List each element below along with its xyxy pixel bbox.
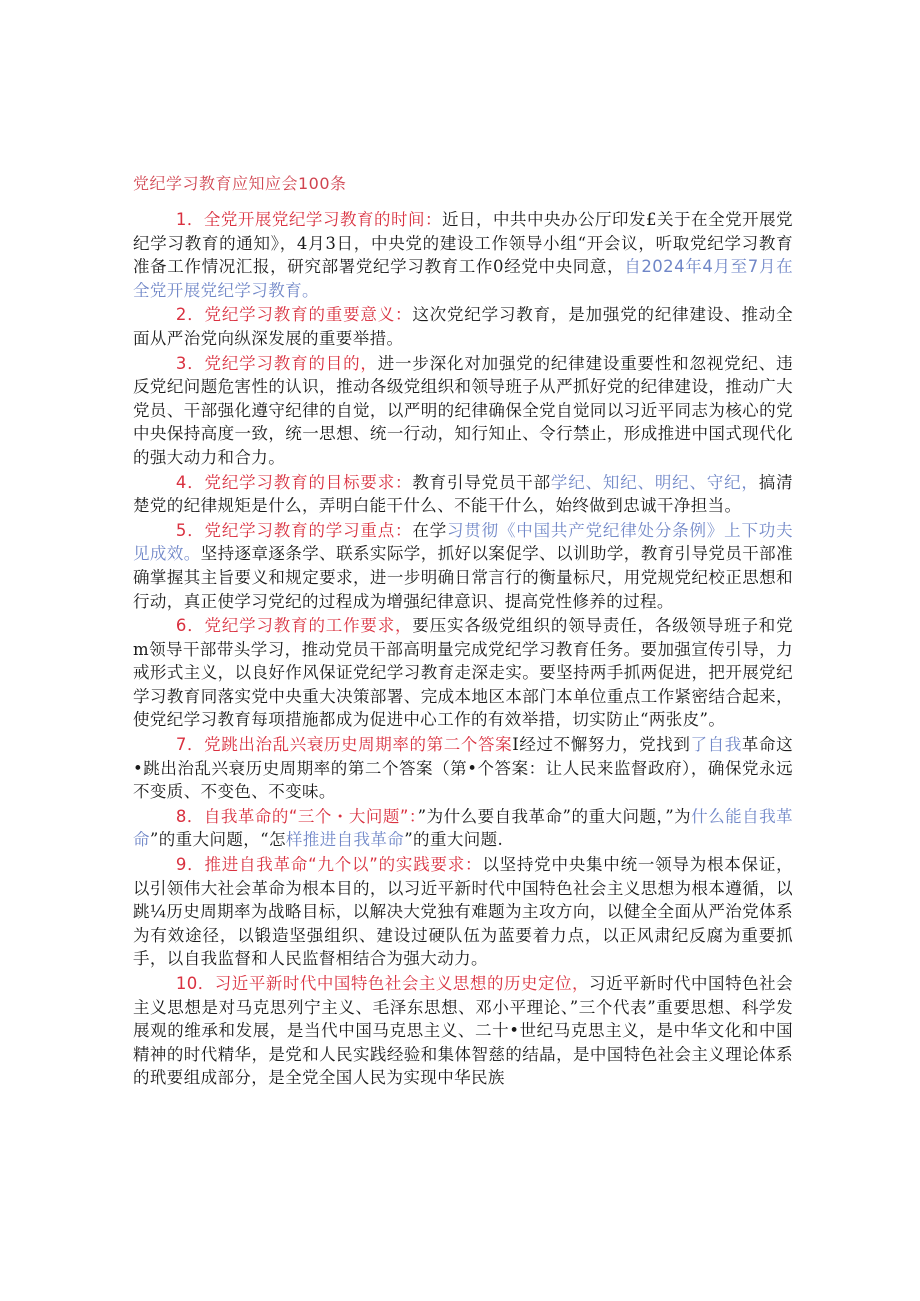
highlight-text: 自2024年4月至7月在全党开展党纪学习教育。 (133, 257, 793, 300)
body-text: 要压实各级党组织的领导责任，各级领导班子和党m领导干部带头学习，推动党员干部高明量完成党纪学习教育任务。要加强宣传引导，力戒形式主义，以良好作风保证党纪学习教育走深走实。要坚持两手抓两促进，把开展党纪学习教育同落实党中央重大决策部署、完成本地区本部门本单位重点工作紧密结合起来，使党纪学习教育每项措施都成为促进中心工作的有效举措，切实防止“两张皮”。 (133, 616, 793, 730)
item-paragraph-4 (133, 471, 793, 518)
item-heading: 7．党跳出治乱兴衰历史周期率的第二个答案 (175, 735, 513, 755)
highlight-text: 了自我 (690, 735, 742, 755)
body-text: ”为什么要自我革命”的重大问题，”为 (417, 806, 692, 826)
item-paragraph-6 (133, 614, 793, 732)
item-paragraph-9 (133, 853, 793, 971)
item-paragraph-2 (133, 303, 793, 350)
body-text: 搞清楚党的纪律规矩是什么，弄明白能干什么、不能干什么，始终做到忠诚干净担当。 (133, 472, 793, 516)
item-heading: 10．习近平新时代中国特色社会主义思想的历史定位， (175, 974, 589, 993)
body-text: 习近平新时代中国特色社会主义思想是对马克思列宁主义、毛泽东思想、邓小平理论、”三个代表”重要思想、科学发展观的维承和发展，是当代中国马克思主义、二十•世纪马克思主义，是中华文化和中国精神的时代精华，是党和人民实践经验和集体智慈的结晶，是中国特色社会主义理论体系的玳要组成部分，是全党全国人民为实现中华民族 (133, 974, 793, 1088)
body-text: ”的重大问题. (404, 830, 504, 850)
body-text: I经过不懈努力，党找到 (512, 735, 691, 755)
body-text: 坚持逐章逐条学、联系实际学，抓好以案促学、以训助学，教育引导党员干部准确掌握其主旨要义和规定要求，进一步明确日常言行的衡量标尺，用党规党纪校正思想和行动，真正使学习党纪的过程成为增强纪律意识、提高党性修养的过程。 (133, 544, 793, 611)
item-paragraph-1 (133, 208, 793, 302)
item-heading: 1．全党开展党纪学习教育的时间： (175, 210, 442, 229)
highlight-text: 学纪、知纪、明纪、守纪， (550, 472, 759, 492)
item-heading: 5．党纪学习教育的学习重点： (175, 520, 413, 540)
item-paragraph-8 (133, 805, 793, 852)
highlight-text: 样推进自我革命 (285, 830, 405, 850)
body-text: 教育引导党员干部 (412, 472, 551, 492)
item-list (133, 208, 793, 1090)
document-page (133, 172, 793, 1091)
body-text: 这次党纪学习教育，是加强党的纪律建设、推动全面从严治党向纵深发展的重要举措。 (133, 305, 793, 348)
item-heading: 8．自我革命的“三个・大问题”： (175, 806, 418, 826)
item-paragraph-3 (133, 352, 793, 470)
highlight-text: 什么能自我革命 (133, 806, 793, 850)
item-heading: 3．党纪学习教育的目的， (175, 353, 378, 373)
item-paragraph-10 (133, 972, 793, 1090)
body-text: ”的重大问题，“怎 (149, 830, 286, 850)
item-heading: 9．推进自我革命“九个以”的实践要求： (175, 855, 483, 875)
body-text: 在学 (412, 520, 448, 540)
body-text: 革命这•跳出治乱兴衰历史周期率的第二个答案（第•个答案：让人民来监督政府），确保党永远不变质、不变色、不变味。 (133, 735, 794, 802)
item-heading: 2．党纪学习教育的重要意义： (175, 305, 413, 325)
document-title: 党纪学习教育应知应会100条 (133, 174, 347, 193)
item-paragraph-7 (133, 733, 793, 804)
item-paragraph-5 (133, 519, 793, 613)
item-heading: 6．党纪学习教育的工作要求， (175, 616, 413, 636)
highlight-text: 习贯彻《中国共产党纪律处分条例》上下功夫见成效。 (133, 520, 793, 564)
body-text: 以坚持党中央集中统一领导为根本保证，以引领伟大社会革命为根本目的，以习近平新时代中国特色社会主义思想为根本遵循，以跳¼历史周期率为战略目标，以解决大党独有难题为主攻方向，以健全全面从严治党体系为有效途径，以锻造坚强组织、建设过硬队伍为蓝要着力点，以正风肃纪反腐为重要抓手，以自我监督和人民监督相结合为强大动力。 (133, 855, 793, 969)
body-text: 近日，中共中央办公厅印发£关于在全党开展党纪学习教育的通知》，4月3日，中央党的建设工作领导小组“开会议，听取党纪学习教育准备工作情况汇报，研究部署党纪学习教育工作0经党中央同意， (133, 210, 793, 277)
item-heading: 4．党纪学习教育的目标要求： (175, 472, 413, 492)
body-text: 进一步深化对加强党的纪律建设重要性和忽视党纪、违反党纪问题危害性的认识，推动各级党组织和领导班子从严抓好党的纪律建设，推动广大党员、干部强化遵守纪律的自觉，以严明的纪律确保全党自觉同以习近平同志为核心的党中央保持高度一致，统一思想、统一行动，知行知止、令行禁止，形成推进中国式现代化的强大动力和合力。 (133, 353, 793, 467)
